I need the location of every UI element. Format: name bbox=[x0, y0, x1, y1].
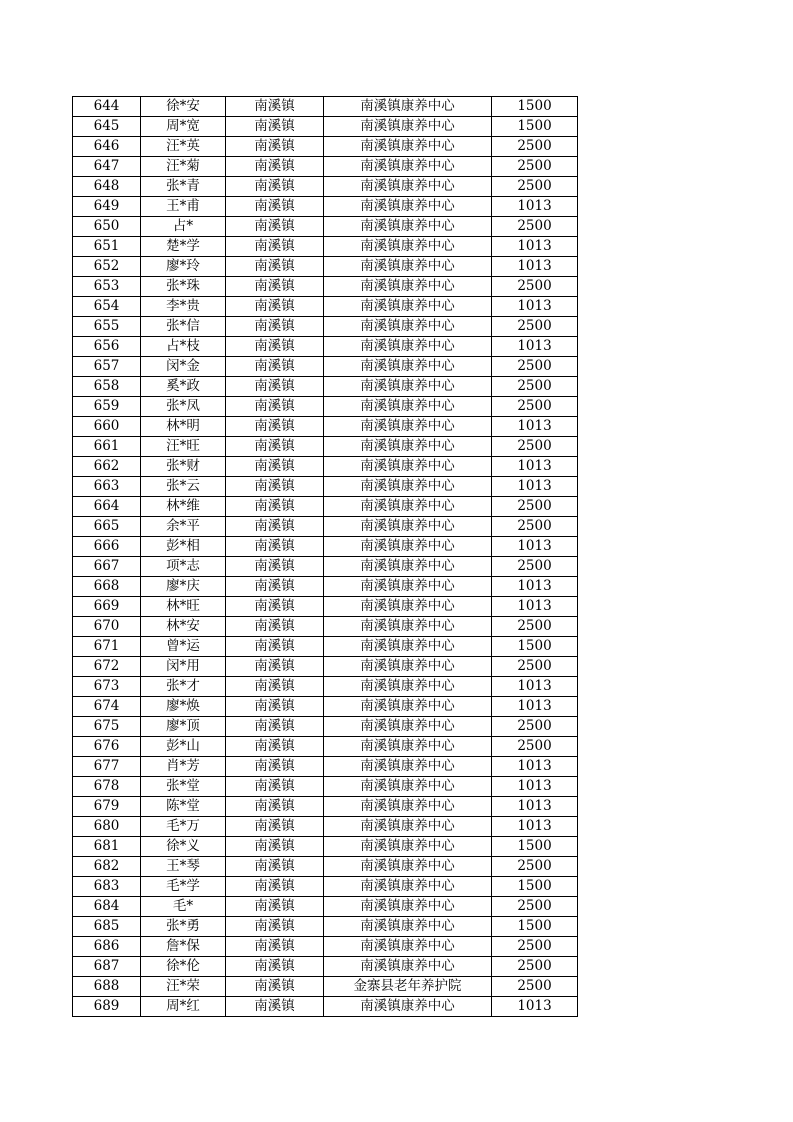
institution-cell: 南溪镇康养中心 bbox=[324, 957, 492, 977]
table-row bbox=[73, 477, 578, 497]
town-cell: 南溪镇 bbox=[226, 157, 324, 177]
table-row bbox=[73, 817, 578, 837]
table-row bbox=[73, 377, 578, 397]
table-row bbox=[73, 177, 578, 197]
row-number-cell: 670 bbox=[73, 617, 141, 637]
amount-cell: 1013 bbox=[492, 197, 578, 217]
person-name-cell: 廖*焕 bbox=[141, 697, 226, 717]
person-name-cell: 项*志 bbox=[141, 557, 226, 577]
row-number-cell: 669 bbox=[73, 597, 141, 617]
institution-cell: 南溪镇康养中心 bbox=[324, 437, 492, 457]
person-name-cell: 张*财 bbox=[141, 457, 226, 477]
person-name-cell: 周*红 bbox=[141, 997, 226, 1017]
row-number-cell: 668 bbox=[73, 577, 141, 597]
data-table bbox=[72, 96, 578, 1017]
person-name-cell: 毛*学 bbox=[141, 877, 226, 897]
row-number-cell: 684 bbox=[73, 897, 141, 917]
institution-cell: 南溪镇康养中心 bbox=[324, 877, 492, 897]
row-number-cell: 675 bbox=[73, 717, 141, 737]
person-name-cell: 林*明 bbox=[141, 417, 226, 437]
amount-cell: 1013 bbox=[492, 797, 578, 817]
person-name-cell: 廖*顶 bbox=[141, 717, 226, 737]
amount-cell: 1013 bbox=[492, 577, 578, 597]
institution-cell: 南溪镇康养中心 bbox=[324, 457, 492, 477]
row-number-cell: 671 bbox=[73, 637, 141, 657]
amount-cell: 1500 bbox=[492, 837, 578, 857]
town-cell: 南溪镇 bbox=[226, 557, 324, 577]
table-row bbox=[73, 937, 578, 957]
amount-cell: 2500 bbox=[492, 517, 578, 537]
amount-cell: 2500 bbox=[492, 177, 578, 197]
amount-cell: 2500 bbox=[492, 617, 578, 637]
row-number-cell: 674 bbox=[73, 697, 141, 717]
town-cell: 南溪镇 bbox=[226, 437, 324, 457]
row-number-cell: 647 bbox=[73, 157, 141, 177]
town-cell: 南溪镇 bbox=[226, 617, 324, 637]
institution-cell: 南溪镇康养中心 bbox=[324, 857, 492, 877]
row-number-cell: 689 bbox=[73, 997, 141, 1017]
amount-cell: 1013 bbox=[492, 477, 578, 497]
person-name-cell: 王*琴 bbox=[141, 857, 226, 877]
row-number-cell: 653 bbox=[73, 277, 141, 297]
table-row bbox=[73, 517, 578, 537]
institution-cell: 南溪镇康养中心 bbox=[324, 177, 492, 197]
table-row bbox=[73, 137, 578, 157]
amount-cell: 2500 bbox=[492, 497, 578, 517]
amount-cell: 2500 bbox=[492, 317, 578, 337]
person-name-cell: 徐*义 bbox=[141, 837, 226, 857]
row-number-cell: 685 bbox=[73, 917, 141, 937]
table-body bbox=[73, 97, 578, 1017]
row-number-cell: 673 bbox=[73, 677, 141, 697]
table-row bbox=[73, 637, 578, 657]
institution-cell: 南溪镇康养中心 bbox=[324, 257, 492, 277]
person-name-cell: 汪*旺 bbox=[141, 437, 226, 457]
person-name-cell: 张*才 bbox=[141, 677, 226, 697]
person-name-cell: 彭*山 bbox=[141, 737, 226, 757]
amount-cell: 1013 bbox=[492, 597, 578, 617]
person-name-cell: 张*云 bbox=[141, 477, 226, 497]
town-cell: 南溪镇 bbox=[226, 357, 324, 377]
amount-cell: 1500 bbox=[492, 917, 578, 937]
table-row bbox=[73, 157, 578, 177]
town-cell: 南溪镇 bbox=[226, 677, 324, 697]
row-number-cell: 663 bbox=[73, 477, 141, 497]
institution-cell: 南溪镇康养中心 bbox=[324, 217, 492, 237]
person-name-cell: 张*青 bbox=[141, 177, 226, 197]
row-number-cell: 655 bbox=[73, 317, 141, 337]
table-row bbox=[73, 577, 578, 597]
row-number-cell: 686 bbox=[73, 937, 141, 957]
row-number-cell: 644 bbox=[73, 97, 141, 117]
institution-cell: 南溪镇康养中心 bbox=[324, 597, 492, 617]
table-row bbox=[73, 877, 578, 897]
institution-cell: 南溪镇康养中心 bbox=[324, 157, 492, 177]
person-name-cell: 林*旺 bbox=[141, 597, 226, 617]
amount-cell: 2500 bbox=[492, 277, 578, 297]
row-number-cell: 688 bbox=[73, 977, 141, 997]
institution-cell: 南溪镇康养中心 bbox=[324, 657, 492, 677]
town-cell: 南溪镇 bbox=[226, 277, 324, 297]
institution-cell: 南溪镇康养中心 bbox=[324, 697, 492, 717]
institution-cell: 南溪镇康养中心 bbox=[324, 197, 492, 217]
town-cell: 南溪镇 bbox=[226, 397, 324, 417]
town-cell: 南溪镇 bbox=[226, 417, 324, 437]
institution-cell: 南溪镇康养中心 bbox=[324, 557, 492, 577]
row-number-cell: 687 bbox=[73, 957, 141, 977]
person-name-cell: 毛*万 bbox=[141, 817, 226, 837]
institution-cell: 金寨县老年养护院 bbox=[324, 977, 492, 997]
town-cell: 南溪镇 bbox=[226, 317, 324, 337]
institution-cell: 南溪镇康养中心 bbox=[324, 817, 492, 837]
person-name-cell: 林*安 bbox=[141, 617, 226, 637]
row-number-cell: 659 bbox=[73, 397, 141, 417]
town-cell: 南溪镇 bbox=[226, 117, 324, 137]
town-cell: 南溪镇 bbox=[226, 257, 324, 277]
row-number-cell: 678 bbox=[73, 777, 141, 797]
amount-cell: 1013 bbox=[492, 457, 578, 477]
amount-cell: 1500 bbox=[492, 637, 578, 657]
amount-cell: 2500 bbox=[492, 397, 578, 417]
town-cell: 南溪镇 bbox=[226, 97, 324, 117]
row-number-cell: 667 bbox=[73, 557, 141, 577]
row-number-cell: 657 bbox=[73, 357, 141, 377]
person-name-cell: 张*信 bbox=[141, 317, 226, 337]
person-name-cell: 余*平 bbox=[141, 517, 226, 537]
institution-cell: 南溪镇康养中心 bbox=[324, 717, 492, 737]
amount-cell: 2500 bbox=[492, 437, 578, 457]
table-row bbox=[73, 837, 578, 857]
row-number-cell: 665 bbox=[73, 517, 141, 537]
amount-cell: 2500 bbox=[492, 937, 578, 957]
institution-cell: 南溪镇康养中心 bbox=[324, 297, 492, 317]
institution-cell: 南溪镇康养中心 bbox=[324, 317, 492, 337]
person-name-cell: 廖*庆 bbox=[141, 577, 226, 597]
person-name-cell: 毛* bbox=[141, 897, 226, 917]
row-number-cell: 672 bbox=[73, 657, 141, 677]
town-cell: 南溪镇 bbox=[226, 577, 324, 597]
table-row bbox=[73, 397, 578, 417]
table-row bbox=[73, 337, 578, 357]
person-name-cell: 占* bbox=[141, 217, 226, 237]
table-row bbox=[73, 317, 578, 337]
town-cell: 南溪镇 bbox=[226, 857, 324, 877]
table-row bbox=[73, 537, 578, 557]
institution-cell: 南溪镇康养中心 bbox=[324, 517, 492, 537]
person-name-cell: 詹*保 bbox=[141, 937, 226, 957]
amount-cell: 2500 bbox=[492, 717, 578, 737]
town-cell: 南溪镇 bbox=[226, 637, 324, 657]
institution-cell: 南溪镇康养中心 bbox=[324, 917, 492, 937]
town-cell: 南溪镇 bbox=[226, 177, 324, 197]
person-name-cell: 张*堂 bbox=[141, 777, 226, 797]
town-cell: 南溪镇 bbox=[226, 957, 324, 977]
row-number-cell: 648 bbox=[73, 177, 141, 197]
person-name-cell: 奚*政 bbox=[141, 377, 226, 397]
table-row bbox=[73, 297, 578, 317]
town-cell: 南溪镇 bbox=[226, 717, 324, 737]
table-row bbox=[73, 777, 578, 797]
person-name-cell: 周*宽 bbox=[141, 117, 226, 137]
institution-cell: 南溪镇康养中心 bbox=[324, 97, 492, 117]
amount-cell: 2500 bbox=[492, 557, 578, 577]
institution-cell: 南溪镇康养中心 bbox=[324, 497, 492, 517]
row-number-cell: 652 bbox=[73, 257, 141, 277]
amount-cell: 1013 bbox=[492, 297, 578, 317]
table-row bbox=[73, 97, 578, 117]
row-number-cell: 650 bbox=[73, 217, 141, 237]
town-cell: 南溪镇 bbox=[226, 757, 324, 777]
institution-cell: 南溪镇康养中心 bbox=[324, 757, 492, 777]
amount-cell: 2500 bbox=[492, 897, 578, 917]
institution-cell: 南溪镇康养中心 bbox=[324, 677, 492, 697]
town-cell: 南溪镇 bbox=[226, 597, 324, 617]
town-cell: 南溪镇 bbox=[226, 837, 324, 857]
table-row bbox=[73, 757, 578, 777]
person-name-cell: 占*枝 bbox=[141, 337, 226, 357]
town-cell: 南溪镇 bbox=[226, 877, 324, 897]
table-row bbox=[73, 797, 578, 817]
town-cell: 南溪镇 bbox=[226, 997, 324, 1017]
table-row bbox=[73, 737, 578, 757]
institution-cell: 南溪镇康养中心 bbox=[324, 537, 492, 557]
row-number-cell: 676 bbox=[73, 737, 141, 757]
table-row bbox=[73, 997, 578, 1017]
table-row bbox=[73, 657, 578, 677]
row-number-cell: 664 bbox=[73, 497, 141, 517]
row-number-cell: 677 bbox=[73, 757, 141, 777]
table-row bbox=[73, 417, 578, 437]
institution-cell: 南溪镇康养中心 bbox=[324, 137, 492, 157]
table-row bbox=[73, 117, 578, 137]
institution-cell: 南溪镇康养中心 bbox=[324, 997, 492, 1017]
town-cell: 南溪镇 bbox=[226, 457, 324, 477]
row-number-cell: 646 bbox=[73, 137, 141, 157]
amount-cell: 1013 bbox=[492, 237, 578, 257]
person-name-cell: 肖*芳 bbox=[141, 757, 226, 777]
town-cell: 南溪镇 bbox=[226, 337, 324, 357]
table-row bbox=[73, 237, 578, 257]
institution-cell: 南溪镇康养中心 bbox=[324, 637, 492, 657]
amount-cell: 2500 bbox=[492, 217, 578, 237]
person-name-cell: 楚*学 bbox=[141, 237, 226, 257]
amount-cell: 1013 bbox=[492, 257, 578, 277]
institution-cell: 南溪镇康养中心 bbox=[324, 417, 492, 437]
town-cell: 南溪镇 bbox=[226, 817, 324, 837]
table-row bbox=[73, 677, 578, 697]
amount-cell: 1013 bbox=[492, 757, 578, 777]
town-cell: 南溪镇 bbox=[226, 517, 324, 537]
institution-cell: 南溪镇康养中心 bbox=[324, 237, 492, 257]
amount-cell: 1013 bbox=[492, 997, 578, 1017]
amount-cell: 2500 bbox=[492, 957, 578, 977]
table-row bbox=[73, 437, 578, 457]
row-number-cell: 682 bbox=[73, 857, 141, 877]
amount-cell: 1500 bbox=[492, 97, 578, 117]
institution-cell: 南溪镇康养中心 bbox=[324, 337, 492, 357]
town-cell: 南溪镇 bbox=[226, 797, 324, 817]
person-name-cell: 汪*英 bbox=[141, 137, 226, 157]
amount-cell: 1013 bbox=[492, 417, 578, 437]
amount-cell: 2500 bbox=[492, 377, 578, 397]
table-row bbox=[73, 857, 578, 877]
person-name-cell: 徐*伦 bbox=[141, 957, 226, 977]
person-name-cell: 李*贵 bbox=[141, 297, 226, 317]
table-row bbox=[73, 597, 578, 617]
row-number-cell: 645 bbox=[73, 117, 141, 137]
row-number-cell: 660 bbox=[73, 417, 141, 437]
row-number-cell: 651 bbox=[73, 237, 141, 257]
town-cell: 南溪镇 bbox=[226, 737, 324, 757]
table-row bbox=[73, 457, 578, 477]
person-name-cell: 张*勇 bbox=[141, 917, 226, 937]
town-cell: 南溪镇 bbox=[226, 377, 324, 397]
town-cell: 南溪镇 bbox=[226, 477, 324, 497]
row-number-cell: 681 bbox=[73, 837, 141, 857]
town-cell: 南溪镇 bbox=[226, 217, 324, 237]
town-cell: 南溪镇 bbox=[226, 297, 324, 317]
row-number-cell: 661 bbox=[73, 437, 141, 457]
amount-cell: 2500 bbox=[492, 357, 578, 377]
institution-cell: 南溪镇康养中心 bbox=[324, 117, 492, 137]
row-number-cell: 683 bbox=[73, 877, 141, 897]
town-cell: 南溪镇 bbox=[226, 497, 324, 517]
town-cell: 南溪镇 bbox=[226, 977, 324, 997]
amount-cell: 1013 bbox=[492, 777, 578, 797]
row-number-cell: 666 bbox=[73, 537, 141, 557]
amount-cell: 2500 bbox=[492, 977, 578, 997]
town-cell: 南溪镇 bbox=[226, 537, 324, 557]
table-row bbox=[73, 697, 578, 717]
institution-cell: 南溪镇康养中心 bbox=[324, 837, 492, 857]
person-name-cell: 林*维 bbox=[141, 497, 226, 517]
row-number-cell: 662 bbox=[73, 457, 141, 477]
amount-cell: 1500 bbox=[492, 877, 578, 897]
town-cell: 南溪镇 bbox=[226, 777, 324, 797]
row-number-cell: 679 bbox=[73, 797, 141, 817]
amount-cell: 1013 bbox=[492, 537, 578, 557]
table-row bbox=[73, 197, 578, 217]
institution-cell: 南溪镇康养中心 bbox=[324, 737, 492, 757]
amount-cell: 2500 bbox=[492, 157, 578, 177]
amount-cell: 2500 bbox=[492, 657, 578, 677]
institution-cell: 南溪镇康养中心 bbox=[324, 377, 492, 397]
row-number-cell: 658 bbox=[73, 377, 141, 397]
person-name-cell: 汪*荣 bbox=[141, 977, 226, 997]
institution-cell: 南溪镇康养中心 bbox=[324, 937, 492, 957]
table-row bbox=[73, 357, 578, 377]
table-row bbox=[73, 557, 578, 577]
institution-cell: 南溪镇康养中心 bbox=[324, 397, 492, 417]
person-name-cell: 彭*相 bbox=[141, 537, 226, 557]
person-name-cell: 王*甫 bbox=[141, 197, 226, 217]
amount-cell: 2500 bbox=[492, 737, 578, 757]
town-cell: 南溪镇 bbox=[226, 137, 324, 157]
town-cell: 南溪镇 bbox=[226, 897, 324, 917]
table-row bbox=[73, 257, 578, 277]
table-row bbox=[73, 497, 578, 517]
institution-cell: 南溪镇康养中心 bbox=[324, 777, 492, 797]
row-number-cell: 649 bbox=[73, 197, 141, 217]
row-number-cell: 656 bbox=[73, 337, 141, 357]
table-row bbox=[73, 977, 578, 997]
amount-cell: 1013 bbox=[492, 817, 578, 837]
row-number-cell: 680 bbox=[73, 817, 141, 837]
person-name-cell: 徐*安 bbox=[141, 97, 226, 117]
amount-cell: 1500 bbox=[492, 117, 578, 137]
person-name-cell: 廖*玲 bbox=[141, 257, 226, 277]
amount-cell: 1013 bbox=[492, 677, 578, 697]
table-row bbox=[73, 897, 578, 917]
person-name-cell: 闵*用 bbox=[141, 657, 226, 677]
town-cell: 南溪镇 bbox=[226, 937, 324, 957]
amount-cell: 2500 bbox=[492, 857, 578, 877]
institution-cell: 南溪镇康养中心 bbox=[324, 577, 492, 597]
town-cell: 南溪镇 bbox=[226, 237, 324, 257]
town-cell: 南溪镇 bbox=[226, 917, 324, 937]
table-row bbox=[73, 957, 578, 977]
person-name-cell: 闵*金 bbox=[141, 357, 226, 377]
institution-cell: 南溪镇康养中心 bbox=[324, 897, 492, 917]
amount-cell: 1013 bbox=[492, 697, 578, 717]
town-cell: 南溪镇 bbox=[226, 197, 324, 217]
row-number-cell: 654 bbox=[73, 297, 141, 317]
institution-cell: 南溪镇康养中心 bbox=[324, 357, 492, 377]
amount-cell: 2500 bbox=[492, 137, 578, 157]
table-row bbox=[73, 717, 578, 737]
table-row bbox=[73, 617, 578, 637]
table-row bbox=[73, 277, 578, 297]
person-name-cell: 陈*堂 bbox=[141, 797, 226, 817]
institution-cell: 南溪镇康养中心 bbox=[324, 797, 492, 817]
person-name-cell: 张*珠 bbox=[141, 277, 226, 297]
town-cell: 南溪镇 bbox=[226, 697, 324, 717]
town-cell: 南溪镇 bbox=[226, 657, 324, 677]
person-name-cell: 曾*运 bbox=[141, 637, 226, 657]
table-row bbox=[73, 917, 578, 937]
institution-cell: 南溪镇康养中心 bbox=[324, 277, 492, 297]
person-name-cell: 张*凤 bbox=[141, 397, 226, 417]
table-row bbox=[73, 217, 578, 237]
institution-cell: 南溪镇康养中心 bbox=[324, 477, 492, 497]
institution-cell: 南溪镇康养中心 bbox=[324, 617, 492, 637]
amount-cell: 1013 bbox=[492, 337, 578, 357]
person-name-cell: 汪*菊 bbox=[141, 157, 226, 177]
